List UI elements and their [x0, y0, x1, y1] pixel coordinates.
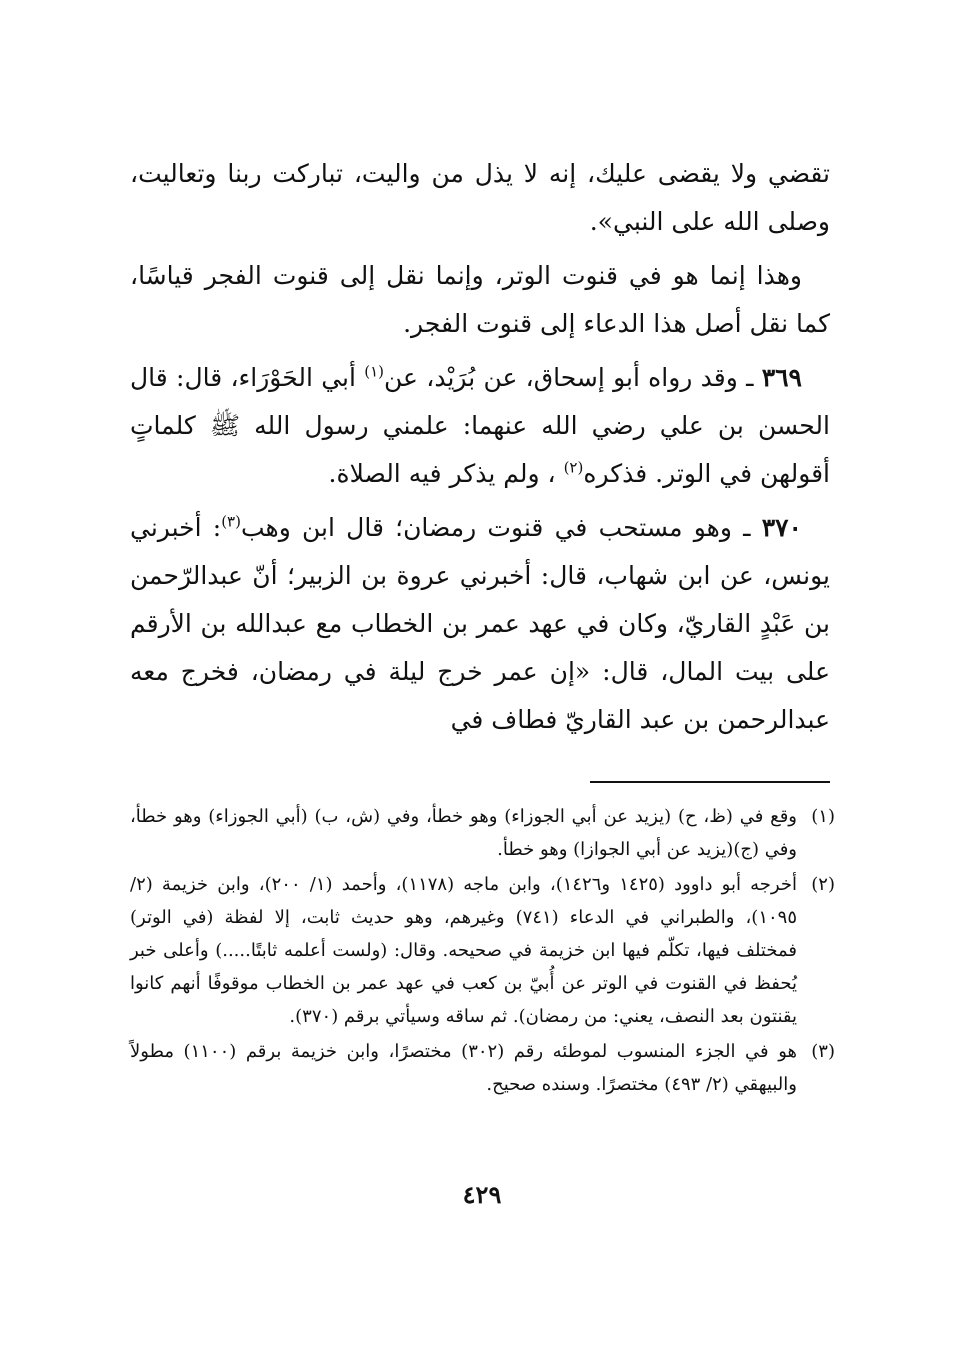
- footnote-ref-1: (١): [364, 362, 385, 381]
- footnote-number: (١): [811, 806, 835, 827]
- paragraph-number-370: ٣٧٠: [761, 513, 802, 542]
- footnote-1: [130, 800, 835, 866]
- footnotes-section: [130, 800, 835, 1103]
- footnote-divider: [590, 781, 830, 783]
- footnote-2: [130, 868, 835, 1033]
- footnote-number: (٢): [811, 874, 835, 895]
- footnote-text: أخرجه أبو داوود (١٤٢٥ و١٤٢٦)، وابن ماجه (١١٧٨)، وأحمد (١/ ٢٠٠)، وابن خزيمة (٢/ ١٠٩٥)، والطبراني في الدعاء (٧٤١) وغيرهم، وهو حديث ثابت، إلا لفظة (في الوتر) فمختلف فيها، تكلّم فيها ابن خزيمة في صحيحه. وقال: (ولست أعلمه ثابتًا.....) وأعلى خبر يُحفظ في القنوت في الوتر عن أُبيّ بن كعب في عهد عمر بن الخطاب موقوفًا أنهم كانوا يقنتون بعد النصف، يعني: من رمضان). ثم ساقه وسيأتي برقم (٣٧٠).: [130, 874, 797, 1027]
- paragraph-370: [130, 504, 830, 744]
- paragraph-369-text-b: أبي الحَوْرَاء، قال: قال الحسن بن علي رضي الله عنهما: علمني رسول الله ﷺ كلماتٍ أقولهن في الوتر. فذكره: [130, 363, 830, 488]
- paragraph-continued-dua: تقضي ولا يقضى عليك، إنه لا يذل من واليت، تباركت ربنا وتعاليت، وصلى الله على النبي».: [130, 159, 830, 236]
- page-number: ٤٢٩: [462, 1180, 502, 1209]
- paragraph-witr-note: وهذا إنما هو في قنوت الوتر، وإنما نقل إلى قنوت الفجر قياسًا، كما نقل أصل هذا الدعاء إلى قنوت الفجر.: [130, 261, 830, 338]
- paragraph-369: [130, 354, 830, 498]
- main-text-body: [130, 150, 830, 750]
- paragraph-369-text-a: ـ وقد رواه أبو إسحاق، عن بُرَيْد، عن: [384, 363, 762, 392]
- paragraph-369-text-c: ، ولم يذكر فيه الصلاة.: [328, 459, 564, 488]
- footnote-text: وقع في (ظ، ح) (يزيد عن أبي الجوزاء) وهو خطأ، وفي (ش، ب) (أبي الجوزاء) وهو خطأ، وفي (ج)(يزيد عن أبي الجوازا) وهو خطأ.: [130, 806, 797, 860]
- paragraph-number-369: ٣٦٩: [761, 363, 802, 392]
- paragraph-370-text-b: : أخبرني يونس، عن ابن شهاب، قال: أخبرني عروة بن الزبير؛ أنّ عبدالرّحمن بن عَبْدٍ القاريّ، وكان في عهد عمر بن الخطاب مع عبدالله بن الأرقم على بيت المال، قال: «إن عمر خرج ليلة في رمضان، فخرج معه عبدالرحمن بن عبد القاريّ فطاف في: [130, 513, 830, 734]
- footnote-3: [130, 1035, 835, 1101]
- footnote-text: هو في الجزء المنسوب لموطئه رقم (٣٠٢) مختصرًا، وابن خزيمة برقم (١١٠٠) مطولاً والبيهقي (٢/ ٤٩٣) مختصرًا. وسنده صحيح.: [130, 1041, 797, 1095]
- footnote-ref-2: (٢): [563, 458, 584, 477]
- footnote-number: (٣): [811, 1041, 835, 1062]
- paragraph-370-text-a: ـ وهو مستحب في قنوت رمضان؛ قال ابن وهب: [240, 513, 762, 542]
- footnote-ref-3: (٣): [221, 512, 241, 531]
